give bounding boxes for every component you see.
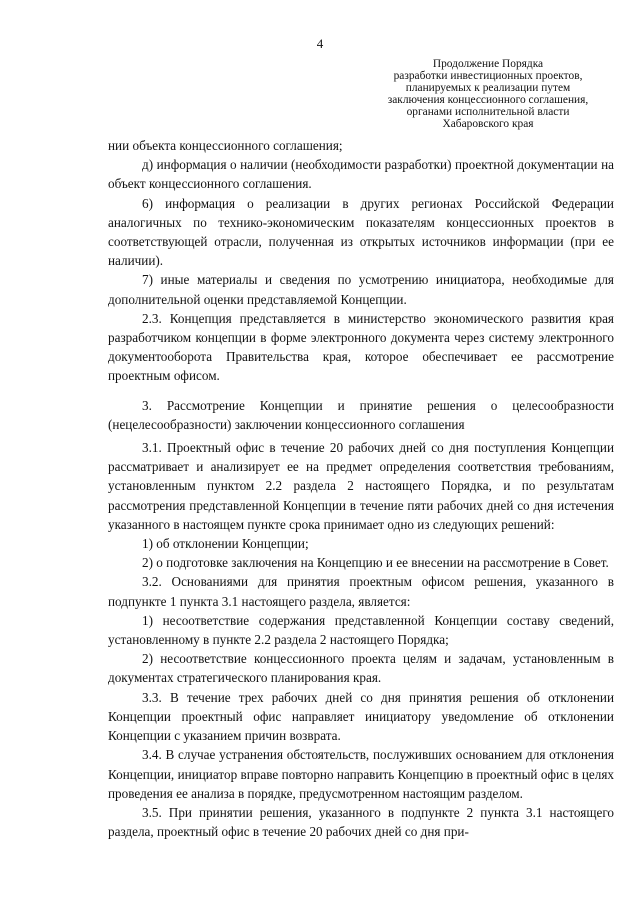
section-heading: 3. Рассмотрение Концепции и принятие решения о целесообразности (нецелесообразности) заключении концессионного соглашения [108,397,614,432]
running-header-line: разработки инвестиционных проектов, [393,70,583,82]
running-header-line: планируемых к реализации путем [405,82,571,94]
paragraph: д) информация о наличии (необходимости разработки) проектной документации на объект концессионного соглашения. [108,157,614,192]
paragraph: 1) несоответствие содержания представленной Концепции составу сведений, установленному в пункте 2.2 раздела 2 настоящего Порядка; [108,612,614,648]
paragraph: 1) об отклонении Концепции; [142,536,309,552]
running-header-line: заключения концессионного соглашения, [387,94,589,106]
paragraph: 2) о подготовке заключения на Концепцию и ее внесении на рассмотрение в Совет. [142,555,609,571]
paragraph: 7) иные материалы и сведения по усмотрению инициатора, необходимые для дополнительной оценки представляемой Концепции. [108,272,614,307]
paragraph: 3.4. В случае устранения обстоятельств, послуживших основанием для отклонения Концепции, инициатор вправе повторно направить Концепцию в проектный офис в целях проведения ее анализа в порядке, предусмотренном настоящим разделом. [108,747,614,801]
page-number: 4 [316,36,324,51]
paragraph: 3.1. Проектный офис в течение 20 рабочих дней со дня поступления Концепции рассматривает и анализирует ее на предмет определения соответствия требованиям, установленным пунктом 2.2 раздела 2 настоящего Порядка, и по результатам рассмотрения представленной Концепции в течение пяти рабочих дней со дня истечения указанного в настоящем пункте срока принимает одно из следующих решений: [108,440,614,532]
paragraph: 3.2. Основаниями для принятия проектным офисом решения, указанного в подпункте 1 пункта 3.1 настоящего раздела, является: [108,574,614,609]
running-header [362,58,614,130]
running-header-line: Хабаровского края [442,118,534,130]
paragraph: 2) несоответствие концессионного проекта целям и задачам, установленным в документах стратегического планирования края. [108,651,614,686]
paragraph: нии объекта концессионного соглашения; [108,138,343,153]
paragraph: 6) информация о реализации в других регионах Российской Федерации аналогичных по технико-экономическим показателям концессионных проектов в соответствующей отрасли, полученная из открытых источников информации (при ее наличии). [108,195,614,269]
document-body [108,136,614,841]
paragraph: 3.3. В течение трех рабочих дней со дня принятия решения об отклонении Концепции проектный офис направляет инициатору уведомление об отклонении Концепции с указанием причин возврата. [108,689,614,744]
running-header-line: органами исполнительной власти [406,106,570,118]
paragraph: 3.5. При принятии решения, указанного в подпункте 2 пункта 3.1 настоящего раздела, проектный офис в течение 20 рабочих дней со дня при- [108,804,614,840]
running-header-line: Продолжение Порядка [432,58,544,70]
paragraph: 2.3. Концепция представляется в министерство экономического развития края разработчиком концепции в форме электронного документа через систему электронного документооборота Правительства края, которое обеспечивает ее рассмотрение проектным офисом. [108,310,614,384]
